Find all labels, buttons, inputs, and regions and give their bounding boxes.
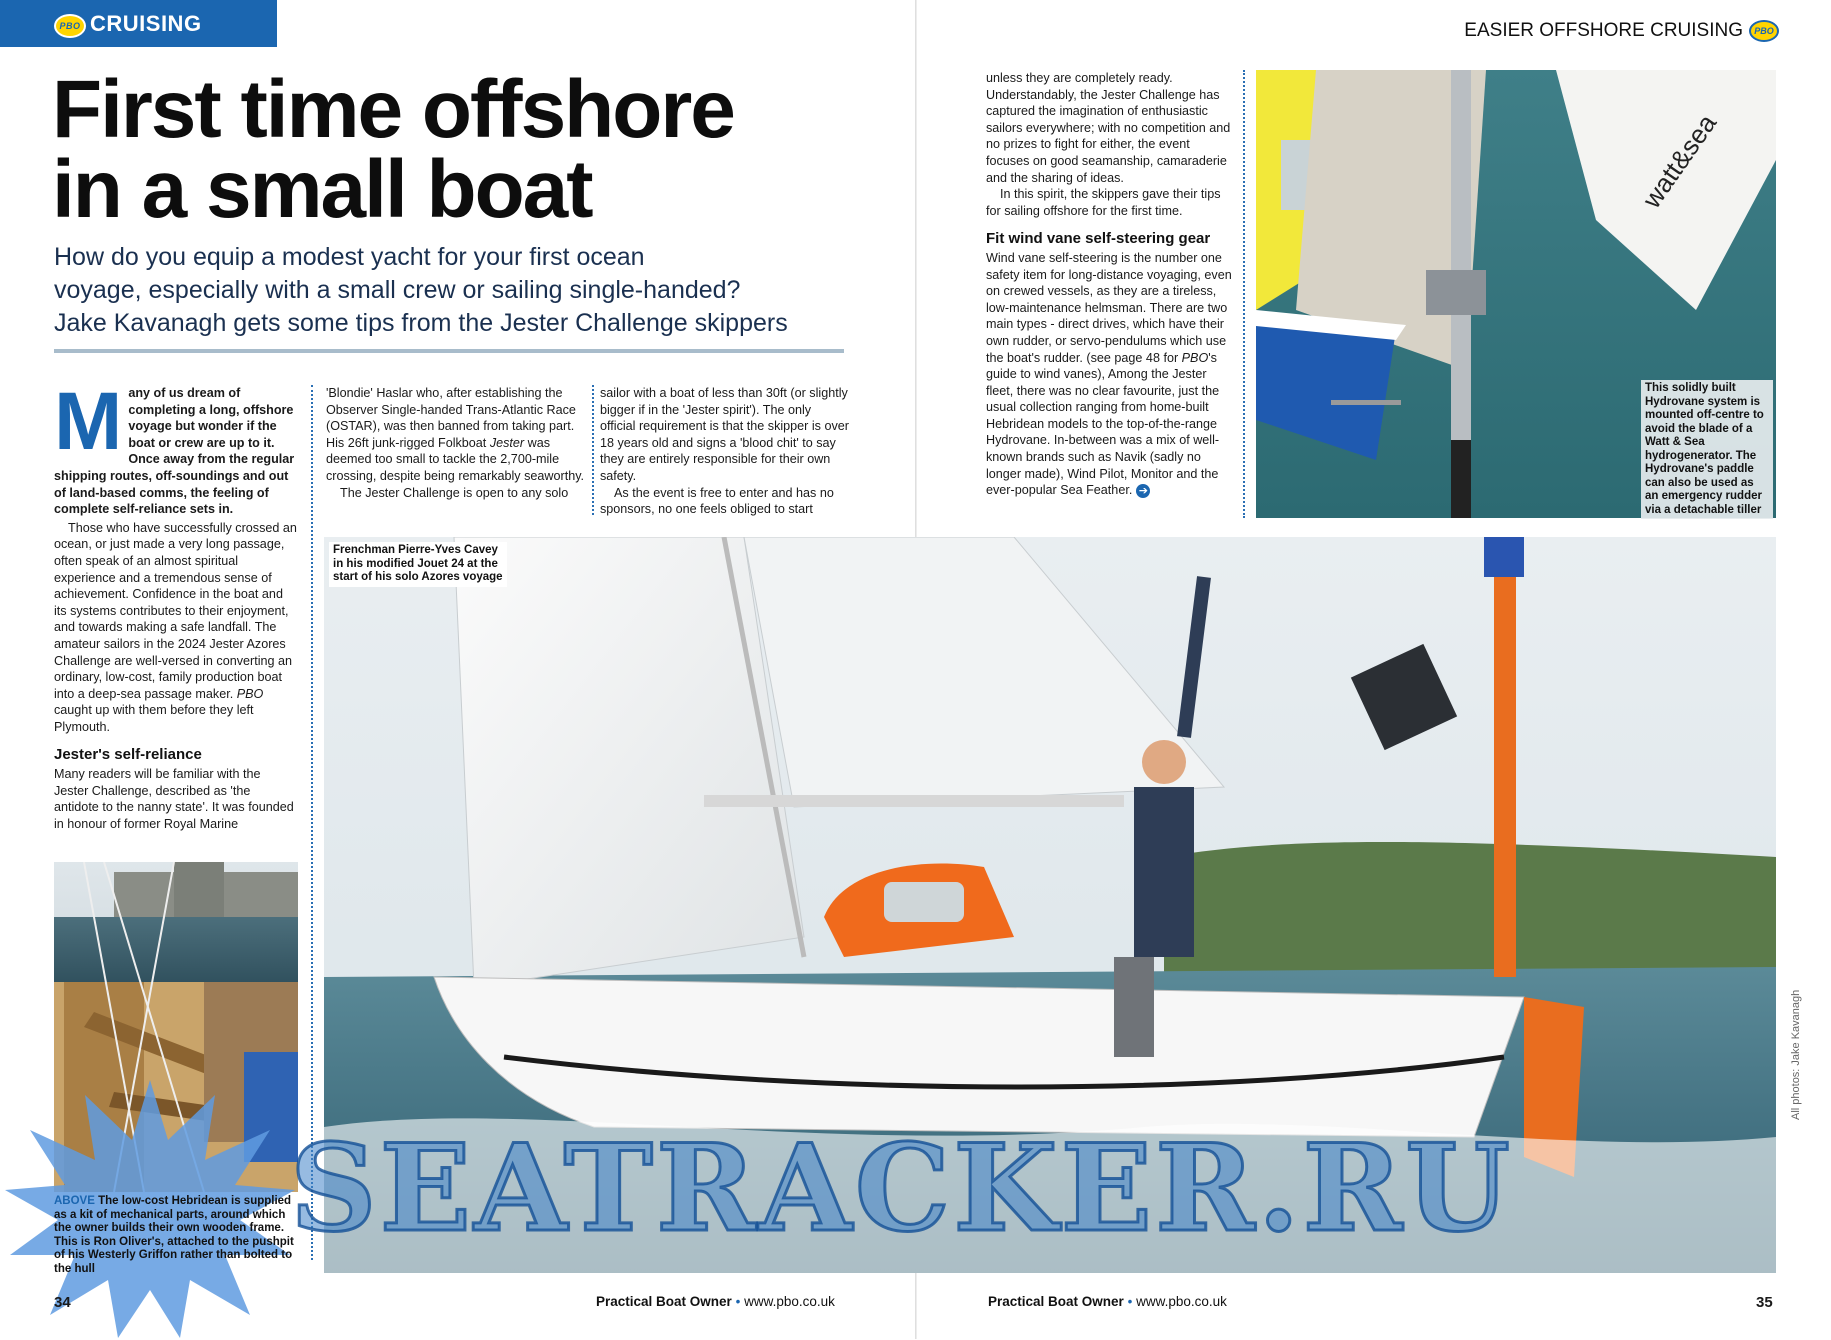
footer-right — [988, 1294, 1227, 1309]
section-label: CRUISING — [90, 10, 202, 36]
headline-rule — [54, 349, 844, 353]
caption-text: The low-cost Hebridean is supplied as a kit of mechanical parts, around which the owner builds their own wooden frame. This is Ron Oliver's, attached to the pushpit of his Westerly Griffon rather than bolted to the hull — [54, 1195, 294, 1275]
headline-line: First time offshore — [52, 64, 734, 155]
headline — [52, 64, 852, 235]
body-paragraph: 'Blondie' Haslar who, after establishing the Observer Single-handed Trans-Atlantic Race (OSTAR), was then banned from taking part. His 26ft junk-rigged Folkboat — [326, 386, 576, 450]
body-paragraph: In this spirit, the skippers gave their tips for sailing offshore for the first time. — [986, 187, 1221, 218]
italic-text: Jester — [489, 435, 525, 450]
body-paragraph: The Jester Challenge is open to any solo — [340, 485, 569, 500]
footer-separator: • — [735, 1294, 741, 1309]
page-number-right: 35 — [1756, 1294, 1773, 1311]
body-paragraph: Wind vane self-steering is the number one safety item for long-distance voyaging, even on crewed vessels, as they are a tireless, low-maintenance helmsman. There are two main types - direct drives, which have their own rudder, or servo-pendulums which use the boat's rudder. (see page 48 for — [986, 250, 1232, 365]
caption-text: Frenchman Pierre-Yves Cavey in his modified Jouet 24 at the start of his solo Azores voyage — [333, 544, 503, 583]
column-divider — [1243, 70, 1245, 518]
body-paragraph: 's guide to wind vanes), Among the Jester fleet, there was no clear favourite, just the usual collection ranging from home-built Hebridean models to the top-of-the-range Hydrovane. In-between was a mix of well-known brands such as Navik (sadly no longer made), Wind Pilot, Monitor and the ever-popular Sea Feather. — [986, 350, 1220, 498]
footer-link[interactable]: www.pbo.co.uk — [1136, 1294, 1227, 1309]
subheading: Fit wind vane self-steering gear — [986, 230, 1211, 248]
main-photo-caption — [329, 542, 507, 587]
hydrovane-caption — [1641, 380, 1773, 519]
standfirst-line: voyage, especially with a small crew or sailing single-handed? — [54, 276, 741, 304]
section-tab — [0, 0, 277, 47]
footer-left — [596, 1294, 835, 1309]
subheading: Jester's self-reliance — [54, 746, 202, 764]
photo-credit: All photos: Jake Kavanagh — [1790, 989, 1802, 1120]
body-paragraph: As the event is free to enter and has no sponsors, no one feels obliged to start — [600, 485, 834, 517]
body-column-1 — [54, 376, 298, 832]
publication-name: Practical Boat Owner — [596, 1294, 732, 1309]
standfirst — [54, 241, 854, 340]
body-column-3 — [600, 385, 850, 518]
drop-cap: M — [54, 376, 123, 467]
standfirst-line: Jake Kavanagh gets some tips from the Jester Challenge skippers — [54, 309, 788, 337]
body-paragraph: was deemed too small to tackle the 2,700-mile crossing, despite being remarkably seaworthy. — [326, 435, 585, 483]
body-column-4 — [986, 70, 1234, 499]
caption-lead: ABOVE — [54, 1195, 95, 1207]
body-paragraph: sailor with a boat of less than 30ft (or slightly bigger if in the 'Jester spirit'). The only official requirement is that the skipper is over 18 years old and signs a 'blood chit' to say they are entirely responsible for their own safety. — [600, 386, 849, 483]
column-divider — [592, 385, 594, 515]
intro-paragraph: any of us dream of completing a long, offshore voyage but wonder if the boat or crew are up to it. Once away from the regular shipping routes, off-soundings and out of land-based comms, the feeling of complete self-reliance sets in. — [54, 386, 295, 517]
standfirst-line: How do you equip a modest yacht for your first ocean — [54, 243, 645, 271]
svg-text:watt&sea: watt&sea — [1636, 108, 1723, 214]
running-header — [1464, 20, 1779, 42]
running-header-title: EASIER OFFSHORE CRUISING — [1464, 20, 1743, 41]
continue-arrow-icon: ➔ — [1136, 484, 1150, 498]
body-column-2 — [326, 385, 588, 501]
body-paragraph: caught up with them before they left Plymouth. — [54, 703, 254, 734]
body-paragraph: Those who have successfully crossed an ocean, or just made a very long passage, often speak of an almost spiritual experience and a tremendous sense of achievement. Confidence in the boat and its systems contributes to their enjoyment, and towards making a safe landfall. The amateur sailors in the 2024 Jester Azores Challenge are well-versed in converting an ordinary, low-cost, family production boat into a deep-sea passage maker. — [54, 520, 297, 701]
italic-text: PBO — [1181, 350, 1209, 365]
body-paragraph: Many readers will be familiar with the Jester Challenge, described as 'the antidote to the nanny state'. It was founded in honour of former Royal Marine — [54, 767, 294, 831]
watermark: SEATRACKER.RU — [290, 1118, 1513, 1259]
footer-link[interactable]: www.pbo.co.uk — [744, 1294, 835, 1309]
caption-text: This solidly built Hydrovane system is mounted off-centre to avoid the blade of a Watt & Sea hydrogenerator. The Hydrovane's paddle can also be used as an emergency rudder via a detachable tiller — [1645, 382, 1764, 516]
body-paragraph: unless they are completely ready. Understandably, the Jester Challenge has captured the imagination of enthusiastic sailors everywhere; with no competition and no prizes to fight for either, the event focuses on good seamanship, camaraderie and the sharing of ideas. — [986, 71, 1231, 185]
italic-text: PBO — [236, 686, 264, 701]
page-number-left: 34 — [54, 1294, 71, 1311]
footer-separator: • — [1127, 1294, 1133, 1309]
hebridean-caption — [54, 1195, 298, 1276]
pbo-logo-icon: PBO — [54, 14, 86, 38]
headline-line: in a small boat — [52, 144, 592, 235]
pbo-logo-icon: PBO — [1749, 20, 1779, 42]
publication-name: Practical Boat Owner — [988, 1294, 1124, 1309]
